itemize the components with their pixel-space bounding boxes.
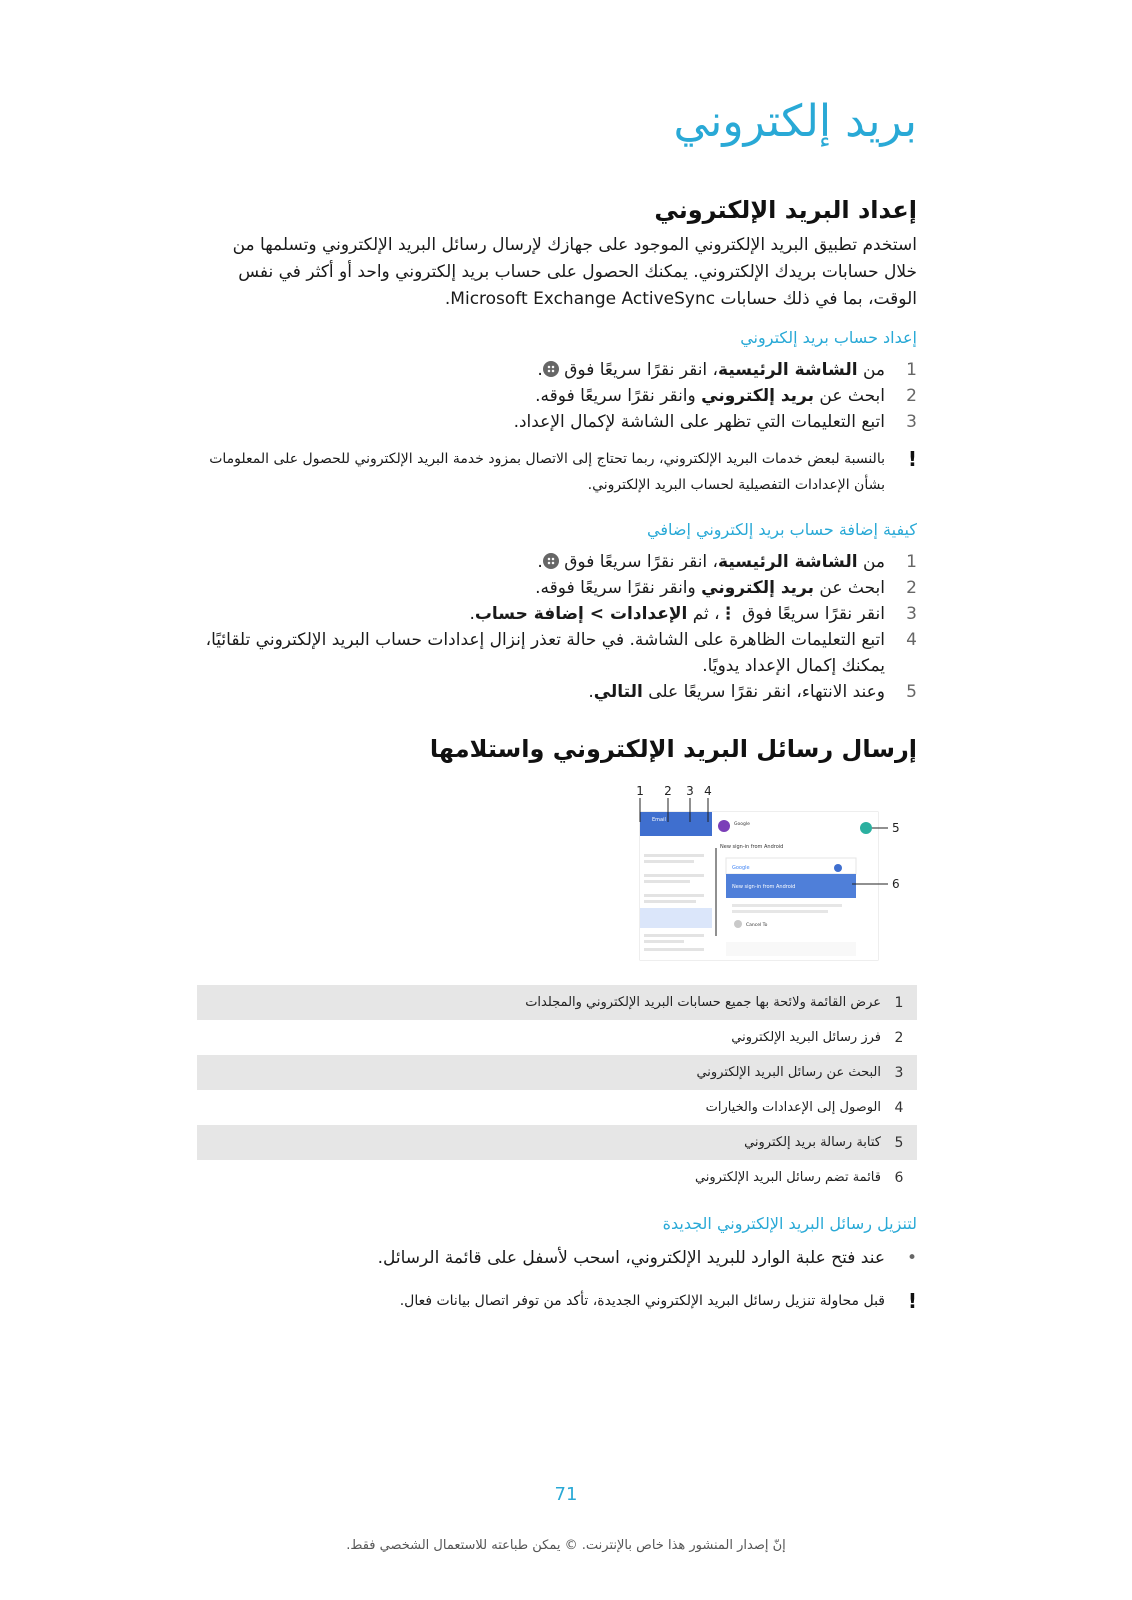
apps-grid-icon [543,553,559,569]
section-heading-send-receive: إرسال رسائل البريد الإلكتروني واستلامها [429,735,917,763]
callout-4: 4 [704,784,712,798]
step-number: 3 [906,412,917,432]
figure-contact: Cancel To [746,923,768,928]
email-app-figure [636,784,920,960]
legend-number: 6 [894,1169,904,1186]
step-text: وعند الانتهاء، انقر نقرًا سريعًا على [642,682,885,702]
step-text: اتبع التعليمات الظاهرة على الشاشة. في حالة تعذر إنزال إعدادات حساب البريد الإلكتروني تلقائيًا، يمكنك إكمال الإعداد يدويًا. [205,630,885,676]
callout-1: 1 [636,784,644,798]
page-title: بريد إلكتروني [673,96,917,147]
step-number: 5 [906,682,917,702]
exclamation-icon: ! [907,447,917,471]
step-text: . [537,552,543,572]
add-step-2 [197,575,917,601]
setup-step-3 [197,409,917,435]
step-text: . [588,682,594,702]
step-number: 2 [906,386,917,406]
legend-number: 5 [894,1134,904,1151]
step-text: ابحث عن [813,386,885,406]
legend-number: 4 [894,1099,904,1116]
add-step-5 [197,679,917,705]
more-options-icon: ⋮ [719,604,737,624]
legend-row [197,1090,917,1125]
page-number: 71 [554,1484,578,1505]
step-text: ، ثم [687,604,720,624]
setup-step-2 [197,383,917,409]
step-number: 4 [906,630,917,650]
page-footer: إنّ إصدار المنشور هذا خاص بالإنترنت. © يمكن طباعته للاستعمال الشخصي فقط. [346,1538,786,1553]
legend-text: قائمة تضم رسائل البريد الإلكتروني [694,1170,881,1185]
step-text: من [857,552,885,572]
bullet-item [197,1245,917,1271]
bullet-dot-icon: • [906,1248,917,1268]
legend-text: الوصول إلى الإعدادات والخيارات [705,1100,881,1115]
figure-card-text: New sign-in from Android [732,884,796,890]
callout-3: 3 [686,784,694,798]
note-setup [197,446,917,498]
add-step-3 [197,601,917,627]
step-text: . [469,604,475,624]
step-bold-text: الشاشة الرئيسية [718,552,858,572]
section-heading-setup: إعداد البريد الإلكتروني [654,196,917,224]
step-number: 2 [906,578,917,598]
step-bold-text: بريد إلكتروني [701,386,814,406]
step-bold-text: الإعدادات > إضافة حساب [474,604,688,624]
setup-step-1 [197,357,917,383]
step-text: انقر نقرًا سريعًا فوق [736,604,885,624]
step-text: من [857,360,885,380]
note-text: قبل محاولة تنزيل رسائل البريد الإلكتروني الجديدة، تأكد من توفر اتصال بيانات فعال. [399,1293,885,1309]
figure-app-title: Email [652,817,666,823]
legend-row [197,1125,917,1160]
bullet-text: عند فتح علبة الوارد للبريد الإلكتروني، اسحب لأسفل على قائمة الرسائل. [377,1248,885,1268]
subheading-add-account: كيفية إضافة حساب بريد إلكتروني إضافي [647,520,917,539]
step-text: ابحث عن [813,578,885,598]
legend-text: عرض القائمة ولائحة بها جميع حسابات البريد الإلكتروني والمجلدات [525,995,881,1010]
step-text: اتبع التعليمات التي تظهر على الشاشة لإكمال الإعداد. [513,412,885,432]
step-text: . [537,360,543,380]
legend-row [197,985,917,1020]
note-text: بالنسبة لبعض خدمات البريد الإلكتروني، ربما تحتاج إلى الاتصال بمزود خدمة البريد الإلكتروني للحصول على المعلومات بشأن الإعدادات التفصيلية لحساب البريد الإلكتروني. [209,451,885,493]
legend-number: 1 [894,994,904,1011]
step-number: 3 [906,604,917,624]
legend-row [197,1055,917,1090]
callout-2: 2 [664,784,672,798]
subheading-download-new: لتنزيل رسائل البريد الإلكتروني الجديدة [662,1214,917,1233]
legend-text: البحث عن رسائل البريد الإلكتروني [696,1065,881,1080]
exclamation-icon: ! [907,1289,917,1313]
compose-fab-icon [860,822,872,834]
legend-row [197,1020,917,1055]
note-download [197,1288,917,1314]
legend-row [197,1160,917,1195]
step-text: ، انقر نقرًا سريعًا فوق [558,552,719,572]
legend-number: 2 [894,1029,904,1046]
figure-legend-table [197,985,917,1195]
step-number: 1 [906,552,917,572]
apps-grid-icon [543,361,559,377]
legend-text: فرز رسائل البريد الإلكتروني [731,1030,881,1045]
step-bold-text: التالي [593,682,643,702]
intro-paragraph: استخدم تطبيق البريد الإلكتروني الموجود على جهازك لإرسال رسائل البريد الإلكتروني وتسلمها من خلال حسابات بريدك الإلكتروني. يمكنك الحصول على حساب بريد إلكتروني واحد أو أكثر في نفس الوقت، بما في ذلك حسابات Microsoft Exchange ActiveSync. [232,235,917,309]
add-step-4 [197,627,917,679]
figure-sender: Google [734,822,750,827]
step-text: وانقر نقرًا سريعًا فوقه. [535,386,702,406]
add-step-1 [197,549,917,575]
callout-6: 6 [892,877,900,891]
figure-card-brand: Google [732,865,750,871]
step-bold-text: بريد إلكتروني [701,578,814,598]
legend-number: 3 [894,1064,904,1081]
email-screenshot-illustration [636,784,920,960]
legend-text: كتابة رسالة بريد إلكتروني [744,1135,881,1150]
step-bold-text: الشاشة الرئيسية [718,360,858,380]
callout-5: 5 [892,821,900,835]
subheading-setup-account: إعداد حساب بريد إلكتروني [740,328,917,347]
step-text: ، انقر نقرًا سريعًا فوق [558,360,719,380]
step-text: وانقر نقرًا سريعًا فوقه. [535,578,702,598]
step-number: 1 [906,360,917,380]
figure-mail-subject: New sign-in from Android [720,844,784,850]
